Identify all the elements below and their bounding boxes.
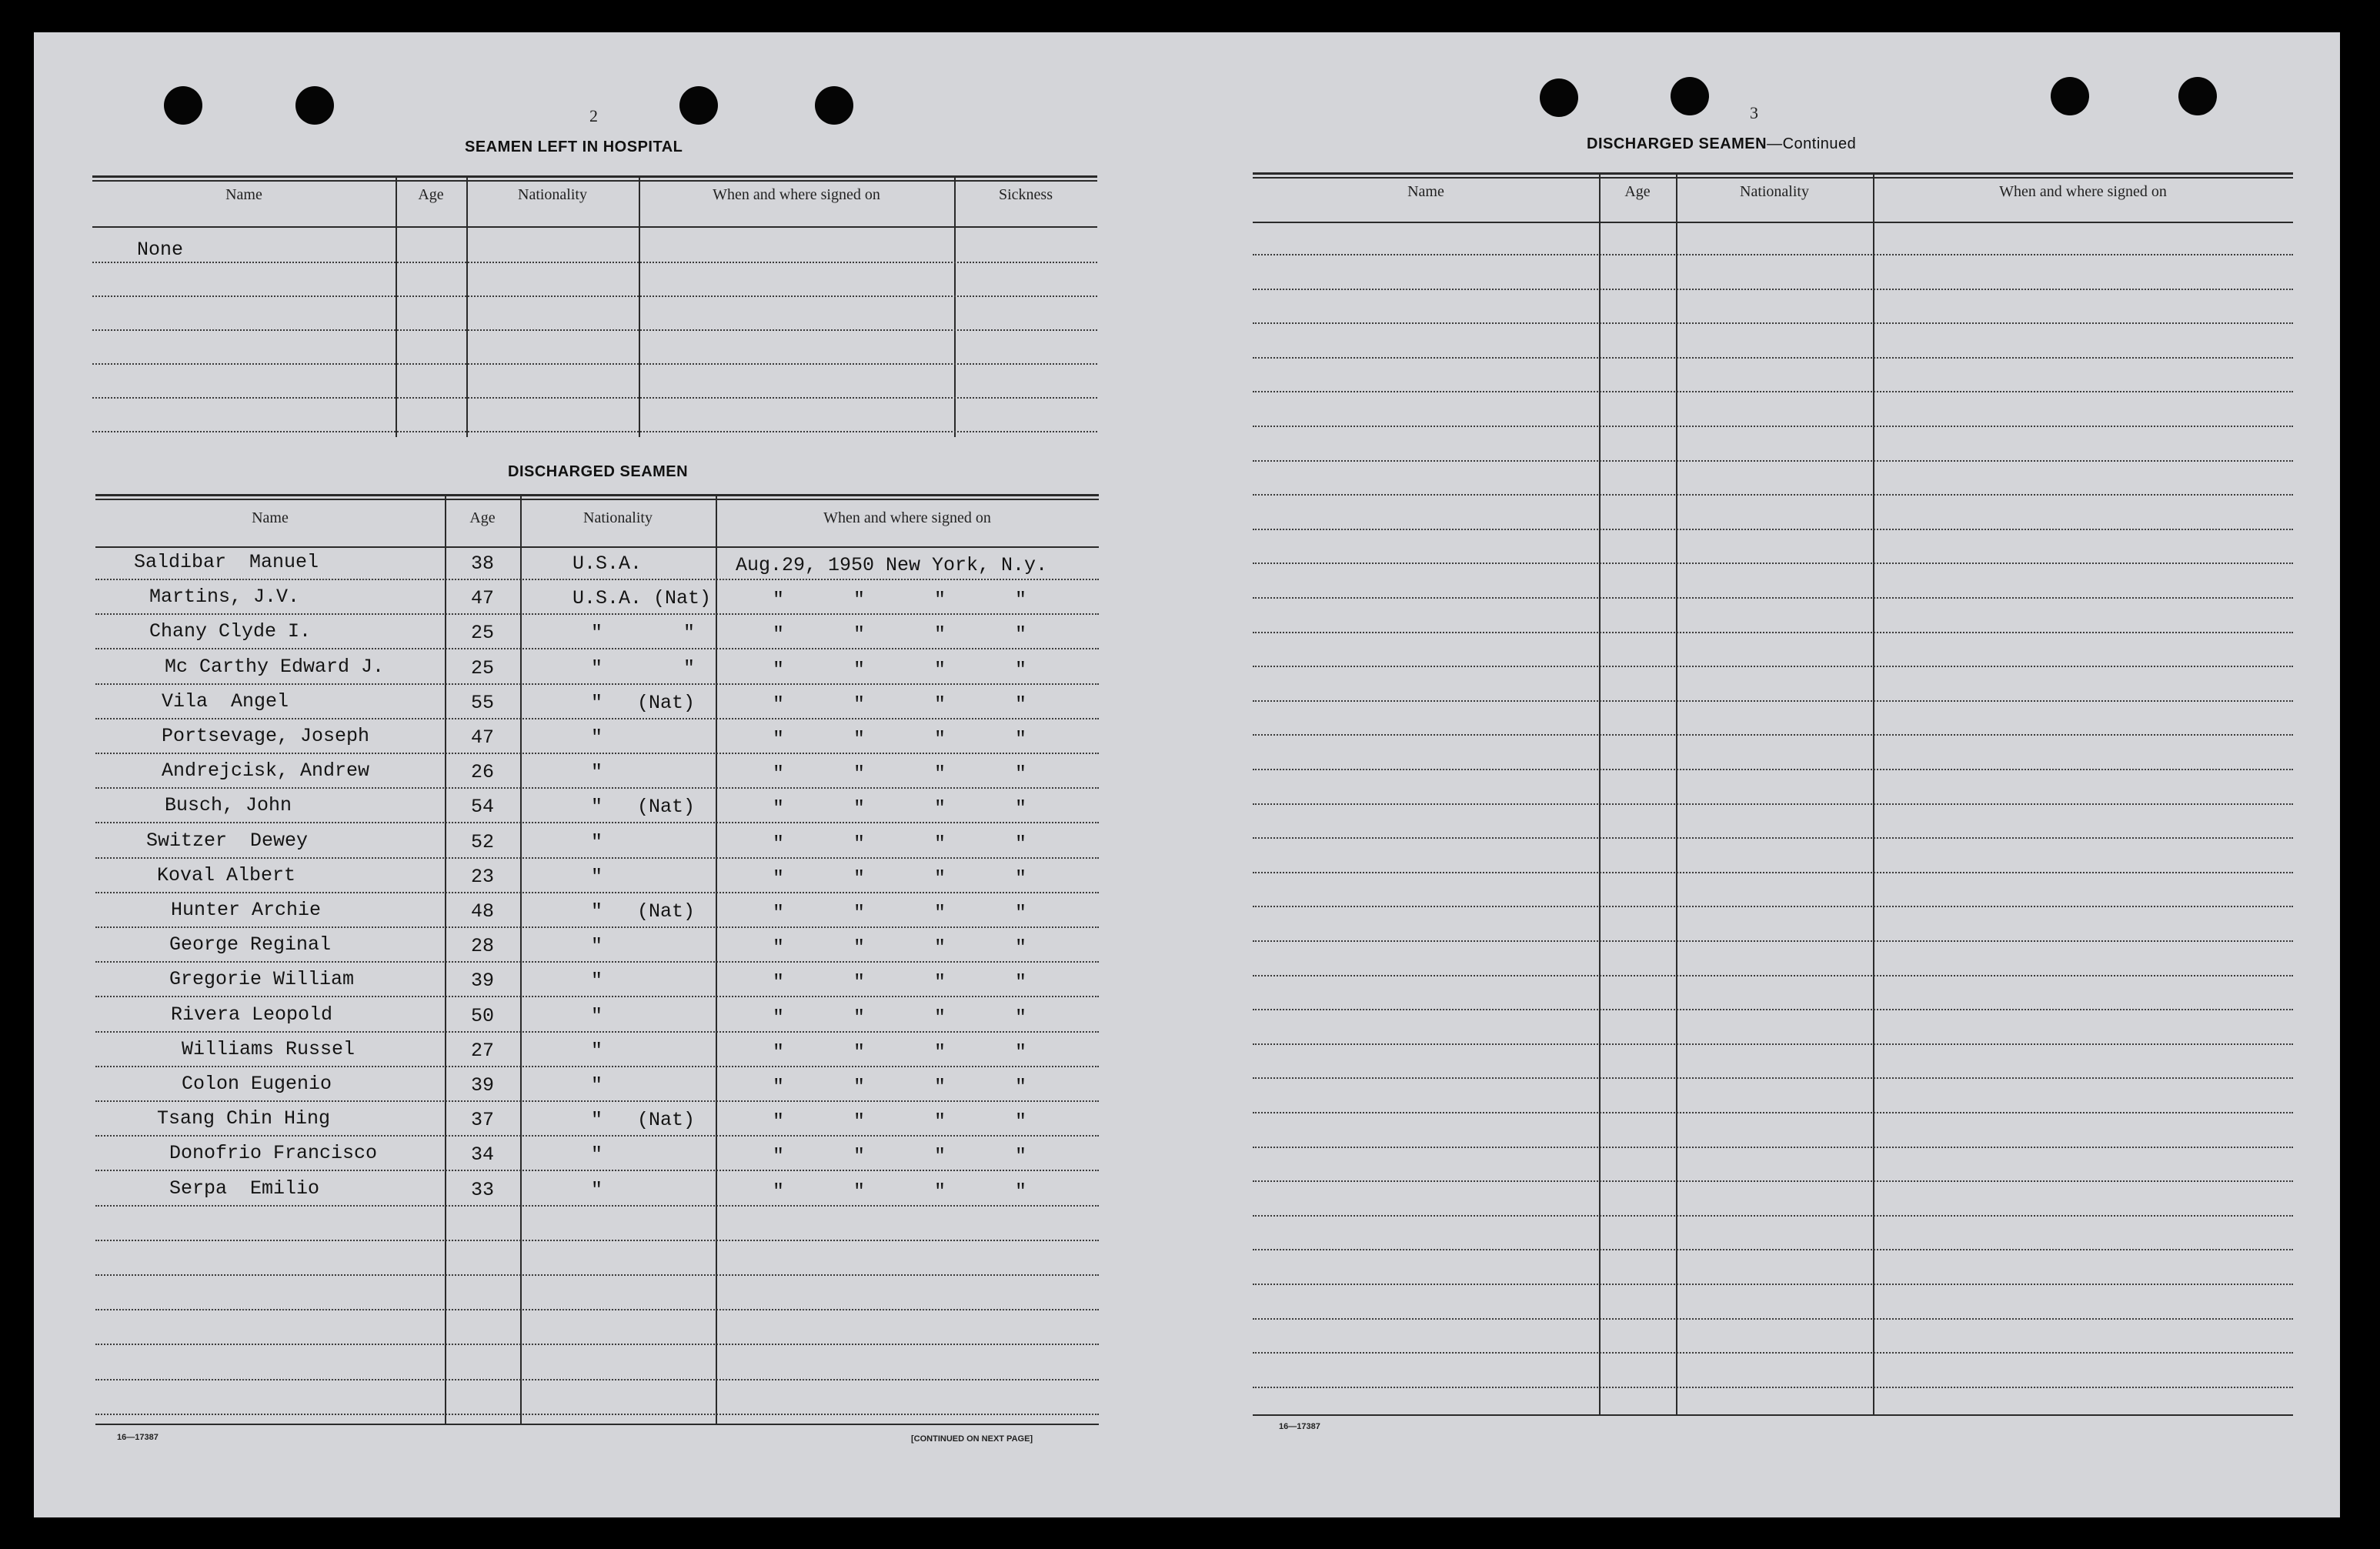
seaman-name: Donofrio Francisco bbox=[169, 1142, 378, 1164]
seaman-name: Chany Clyde I. bbox=[149, 620, 312, 643]
column-header: Name bbox=[252, 509, 289, 526]
seaman-name: Colon Eugenio bbox=[182, 1073, 332, 1095]
continued-note: [CONTINUED ON NEXT PAGE] bbox=[911, 1434, 1033, 1444]
seaman-signed-on: " " " " bbox=[773, 1180, 1027, 1203]
row-rule bbox=[1253, 529, 2293, 530]
table-column-divider bbox=[716, 494, 717, 1424]
row-rule bbox=[1253, 700, 2293, 702]
seaman-signed-on: " " " " bbox=[773, 728, 1027, 750]
seaman-name: Portsevage, Joseph bbox=[162, 725, 370, 747]
form-number-right: 16—17387 bbox=[1279, 1422, 1320, 1431]
seaman-age: 54 bbox=[471, 796, 495, 818]
table-column-divider bbox=[1873, 172, 1874, 1414]
column-header: Nationality bbox=[518, 186, 587, 203]
row-rule bbox=[1253, 563, 2293, 564]
row-rule bbox=[1253, 357, 2293, 359]
seaman-name: Hunter Archie bbox=[171, 899, 322, 921]
seaman-nationality: " (Nat) bbox=[591, 900, 696, 923]
row-rule bbox=[1253, 289, 2293, 290]
column-header: Age bbox=[1624, 183, 1651, 200]
punch-hole bbox=[679, 86, 718, 125]
row-rule bbox=[1253, 837, 2293, 839]
row-rule bbox=[95, 787, 1099, 789]
table-rule bbox=[95, 494, 1099, 496]
row-rule bbox=[1253, 426, 2293, 427]
page-number-left: 2 bbox=[589, 106, 598, 125]
column-header: Name bbox=[225, 186, 262, 203]
row-rule bbox=[95, 718, 1099, 719]
row-rule bbox=[95, 1344, 1099, 1345]
seaman-age: 25 bbox=[471, 657, 495, 679]
seaman-nationality: " bbox=[591, 1074, 603, 1097]
table-rule bbox=[95, 499, 1099, 500]
table-rule bbox=[1253, 172, 2293, 175]
seaman-nationality: " bbox=[591, 761, 603, 783]
row-rule bbox=[1253, 632, 2293, 633]
seaman-age: 47 bbox=[471, 726, 495, 749]
seaman-age: 39 bbox=[471, 970, 495, 992]
row-rule bbox=[95, 753, 1099, 754]
seaman-name: Mc Carthy Edward J. bbox=[165, 656, 385, 678]
seaman-nationality: " bbox=[591, 1179, 603, 1201]
row-rule bbox=[95, 1309, 1099, 1310]
seaman-nationality: " " bbox=[591, 657, 696, 679]
punch-hole bbox=[815, 86, 853, 125]
seaman-name: Williams Russel bbox=[182, 1038, 355, 1060]
row-rule bbox=[1253, 1249, 2293, 1250]
seaman-signed-on: " " " " bbox=[773, 659, 1027, 681]
row-rule bbox=[1253, 1077, 2293, 1079]
row-rule bbox=[1253, 1009, 2293, 1010]
seaman-age: 23 bbox=[471, 866, 495, 888]
row-rule bbox=[1253, 1112, 2293, 1113]
seaman-name: Busch, John bbox=[165, 794, 292, 816]
row-rule bbox=[1253, 391, 2293, 392]
seaman-nationality: " bbox=[591, 1143, 603, 1166]
row-rule bbox=[1253, 1215, 2293, 1217]
seaman-age: 28 bbox=[471, 935, 495, 957]
page-number-right: 3 bbox=[1750, 103, 1758, 122]
table-column-divider bbox=[1599, 172, 1601, 1414]
table-column-divider bbox=[520, 494, 522, 1424]
table-rule bbox=[1253, 222, 2293, 223]
seaman-nationality: " bbox=[591, 1040, 603, 1062]
seaman-nationality: " bbox=[591, 726, 603, 749]
seaman-signed-on: " " " " bbox=[773, 1041, 1027, 1063]
row-rule bbox=[92, 397, 1097, 399]
row-rule bbox=[95, 648, 1099, 649]
row-rule bbox=[1253, 1318, 2293, 1320]
hospital-entry: None bbox=[137, 239, 184, 261]
seaman-signed-on: " " " " bbox=[773, 902, 1027, 924]
seaman-signed-on: Aug.29, 1950 New York, N.y. bbox=[736, 554, 1048, 576]
row-rule bbox=[1253, 322, 2293, 324]
row-rule bbox=[92, 329, 1097, 331]
seaman-name: Vila Angel bbox=[162, 690, 289, 713]
seaman-signed-on: " " " " bbox=[773, 1145, 1027, 1167]
table-rule bbox=[95, 546, 1099, 548]
seaman-nationality: " (Nat) bbox=[591, 692, 696, 714]
row-rule bbox=[1253, 1387, 2293, 1388]
table-column-divider bbox=[1676, 172, 1677, 1414]
seaman-name: Andrejcisk, Andrew bbox=[162, 759, 370, 782]
row-rule bbox=[95, 961, 1099, 963]
seaman-age: 50 bbox=[471, 1005, 495, 1027]
seaman-name: Koval Albert bbox=[157, 864, 296, 886]
seaman-signed-on: " " " " bbox=[773, 1076, 1027, 1098]
row-rule bbox=[95, 683, 1099, 685]
row-rule bbox=[1253, 872, 2293, 873]
column-header: Age bbox=[418, 186, 444, 203]
seaman-age: 37 bbox=[471, 1109, 495, 1131]
row-rule bbox=[1253, 769, 2293, 770]
seaman-nationality: " bbox=[591, 831, 603, 853]
punch-hole bbox=[295, 86, 334, 125]
punch-hole bbox=[2051, 77, 2089, 115]
right-title-main: DISCHARGED SEAMEN bbox=[1587, 135, 1767, 152]
table-rule bbox=[92, 180, 1097, 182]
seaman-age: 39 bbox=[471, 1074, 495, 1097]
row-rule bbox=[1253, 1180, 2293, 1182]
seaman-signed-on: " " " " bbox=[773, 971, 1027, 993]
form-number-left: 16—17387 bbox=[117, 1433, 159, 1442]
row-rule bbox=[95, 1414, 1099, 1415]
seaman-signed-on: " " " " bbox=[773, 1110, 1027, 1133]
seaman-age: 48 bbox=[471, 900, 495, 923]
seaman-name: Rivera Leopold bbox=[171, 1003, 333, 1026]
row-rule bbox=[1253, 1352, 2293, 1354]
row-rule bbox=[92, 431, 1097, 432]
seaman-nationality: " bbox=[591, 1005, 603, 1027]
table-rule bbox=[95, 1424, 1099, 1425]
seaman-age: 47 bbox=[471, 587, 495, 609]
row-rule bbox=[1253, 1147, 2293, 1148]
column-header: When and where signed on bbox=[1999, 183, 2167, 200]
seaman-signed-on: " " " " bbox=[773, 1007, 1027, 1029]
seaman-nationality: " bbox=[591, 866, 603, 888]
row-rule bbox=[1253, 666, 2293, 667]
row-rule bbox=[95, 1100, 1099, 1102]
seaman-signed-on: " " " " bbox=[773, 623, 1027, 646]
seaman-nationality: " bbox=[591, 935, 603, 957]
seaman-nationality: " (Nat) bbox=[591, 1109, 696, 1131]
punch-hole bbox=[1540, 78, 1578, 117]
seaman-age: 26 bbox=[471, 761, 495, 783]
column-header: When and where signed on bbox=[823, 509, 991, 526]
seaman-age: 27 bbox=[471, 1040, 495, 1062]
seaman-signed-on: " " " " bbox=[773, 763, 1027, 785]
seaman-nationality: U.S.A. bbox=[572, 552, 643, 575]
seaman-age: 25 bbox=[471, 622, 495, 644]
column-header: When and where signed on bbox=[713, 186, 880, 203]
seaman-signed-on: " " " " bbox=[773, 936, 1027, 959]
row-rule bbox=[95, 996, 1099, 997]
discharged-section-title: DISCHARGED SEAMEN bbox=[508, 463, 689, 480]
row-rule bbox=[95, 1274, 1099, 1276]
seaman-age: 33 bbox=[471, 1179, 495, 1201]
column-header: Nationality bbox=[1740, 183, 1809, 200]
row-rule bbox=[95, 579, 1099, 580]
row-rule bbox=[95, 1170, 1099, 1171]
row-rule bbox=[95, 892, 1099, 893]
seaman-name: Tsang Chin Hing bbox=[157, 1107, 331, 1130]
row-rule bbox=[95, 857, 1099, 859]
row-rule bbox=[1253, 803, 2293, 805]
column-header: Age bbox=[469, 509, 496, 526]
row-rule bbox=[1253, 906, 2293, 907]
punch-hole bbox=[1671, 77, 1709, 115]
table-column-divider bbox=[445, 494, 446, 1424]
row-rule bbox=[95, 1379, 1099, 1380]
seaman-signed-on: " " " " bbox=[773, 797, 1027, 820]
row-rule bbox=[1253, 254, 2293, 255]
row-rule bbox=[1253, 940, 2293, 942]
table-rule bbox=[1253, 177, 2293, 179]
seaman-age: 34 bbox=[471, 1143, 495, 1166]
seaman-nationality: U.S.A. (Nat) bbox=[572, 587, 712, 609]
row-rule bbox=[95, 613, 1099, 615]
row-rule bbox=[1253, 494, 2293, 496]
row-rule bbox=[92, 363, 1097, 365]
row-rule bbox=[1253, 975, 2293, 976]
row-rule bbox=[1253, 1043, 2293, 1045]
seaman-name: George Reginal bbox=[169, 933, 332, 956]
seaman-name: Serpa Emilio bbox=[169, 1177, 320, 1200]
punch-hole bbox=[164, 86, 202, 125]
column-header: Nationality bbox=[583, 509, 653, 526]
row-rule bbox=[95, 822, 1099, 823]
seaman-name: Martins, J.V. bbox=[149, 586, 300, 608]
row-rule bbox=[1253, 1284, 2293, 1285]
hospital-section-title: SEAMEN LEFT IN HOSPITAL bbox=[465, 139, 683, 155]
right-page-title bbox=[1587, 135, 1856, 153]
seaman-signed-on: " " " " bbox=[773, 693, 1027, 716]
table-rule bbox=[92, 175, 1097, 178]
column-header: Sickness bbox=[999, 186, 1053, 203]
row-rule bbox=[95, 1066, 1099, 1067]
row-rule bbox=[92, 295, 1097, 297]
table-rule bbox=[1253, 1414, 2293, 1416]
row-rule bbox=[1253, 460, 2293, 462]
row-rule bbox=[95, 1031, 1099, 1033]
seaman-nationality: " " bbox=[591, 622, 696, 644]
row-rule bbox=[92, 262, 1097, 263]
row-rule bbox=[95, 1205, 1099, 1207]
seaman-signed-on: " " " " bbox=[773, 867, 1027, 890]
seaman-age: 55 bbox=[471, 692, 495, 714]
row-rule bbox=[1253, 597, 2293, 599]
seaman-signed-on: " " " " bbox=[773, 833, 1027, 855]
punch-hole bbox=[2178, 77, 2217, 115]
row-rule bbox=[95, 1240, 1099, 1241]
row-rule bbox=[1253, 734, 2293, 736]
row-rule bbox=[95, 1135, 1099, 1137]
seaman-nationality: " bbox=[591, 970, 603, 992]
table-rule bbox=[92, 226, 1097, 228]
right-title-suffix: —Continued bbox=[1767, 135, 1857, 152]
column-header: Name bbox=[1407, 183, 1444, 200]
seaman-age: 38 bbox=[471, 552, 495, 575]
row-rule bbox=[95, 926, 1099, 928]
seaman-nationality: " (Nat) bbox=[591, 796, 696, 818]
seaman-name: Switzer Dewey bbox=[146, 830, 309, 852]
seaman-name: Saldibar Manuel bbox=[134, 551, 319, 573]
document-sheet bbox=[34, 32, 2340, 1517]
seaman-name: Gregorie William bbox=[169, 968, 355, 990]
seaman-age: 52 bbox=[471, 831, 495, 853]
seaman-signed-on: " " " " bbox=[773, 589, 1027, 611]
